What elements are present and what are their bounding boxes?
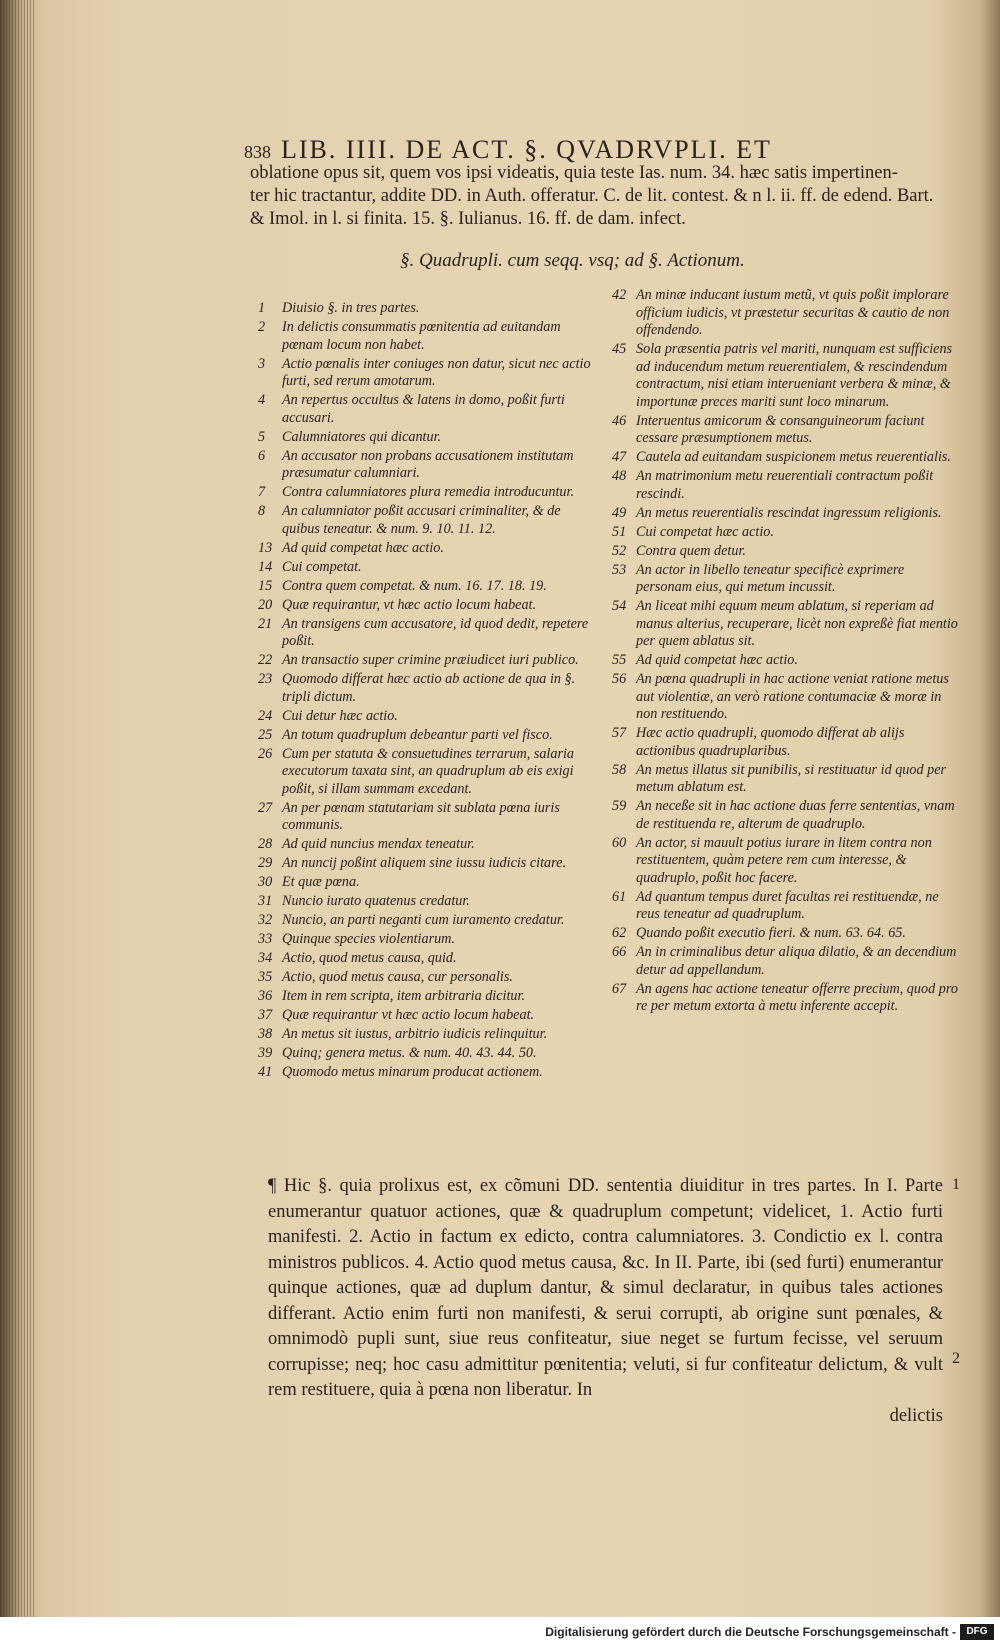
index-entry-number: 34 bbox=[258, 950, 273, 966]
index-entry-number: 52 bbox=[612, 542, 627, 559]
index-entry-text: Ad quantum tempus duret facultas rei restituendæ, ne reus teneatur ad quadruplum. bbox=[636, 888, 939, 922]
index-entry-number: 35 bbox=[258, 969, 273, 985]
index-entry-text: An agens hac actione teneatur offerre precium, quod pro re per metum extorta à metu inferente accepit. bbox=[636, 980, 958, 1014]
index-entry-number: 45 bbox=[612, 341, 627, 357]
index-entry-number: 25 bbox=[258, 726, 273, 743]
index-entry-number: 20 bbox=[258, 596, 273, 613]
index-entry bbox=[258, 874, 598, 892]
index-entry bbox=[258, 319, 598, 354]
index-entry-text: An actor in libello teneatur specificè exprimere personam eius, qui metum incussit. bbox=[636, 561, 905, 595]
index-entry-number: 32 bbox=[258, 912, 273, 928]
running-header bbox=[244, 135, 772, 165]
index-entry bbox=[612, 562, 962, 597]
index-entry-number: 60 bbox=[612, 834, 627, 851]
index-entry bbox=[612, 413, 962, 448]
index-entry-number: 26 bbox=[258, 745, 273, 762]
index-entry-number: 33 bbox=[258, 931, 273, 947]
index-entry-text: Cautela ad euitandam suspicionem metus reuerentialis. bbox=[636, 449, 951, 465]
index-entry-text: Actio, quod metus causa, quid. bbox=[282, 950, 457, 966]
index-entry-text: Quinque species violentiarum. bbox=[282, 931, 455, 947]
index-entry-text: An in criminalibus detur aliqua dilatio, & an decendium detur ad appellandum. bbox=[636, 944, 957, 978]
index-entry-number: 2 bbox=[258, 319, 266, 335]
index-entry bbox=[612, 341, 962, 411]
index-entry-number: 57 bbox=[612, 725, 627, 741]
index-entry-number: 48 bbox=[612, 468, 627, 484]
index-entry-number: 39 bbox=[258, 1045, 273, 1061]
intro-line: ter hic tractantur, addite DD. in Auth. offeratur. C. de lit. contest. & n l. ii. ff. de edend. Bart. bbox=[250, 186, 934, 206]
index-entry-text: Actio, quod metus causa, cur personalis. bbox=[282, 969, 513, 985]
index-entry bbox=[612, 543, 962, 561]
index-entry-number: 14 bbox=[258, 558, 273, 575]
index-entry-text: Et quæ pœna. bbox=[282, 874, 360, 890]
index-entry bbox=[258, 746, 598, 799]
index-entry bbox=[258, 652, 598, 670]
index-entry bbox=[612, 449, 962, 467]
index-entry bbox=[612, 762, 962, 797]
index-entry-text: Quando poßit executio fieri. & num. 63. 64. 65. bbox=[636, 925, 906, 941]
index-entry-text: An transactio super crimine præiudicet iuri publico. bbox=[282, 652, 579, 668]
index-entry-number: 61 bbox=[612, 888, 627, 905]
index-entry-number: 6 bbox=[258, 447, 266, 464]
index-entry-text: An minæ inducant iustum metũ, vt quis poßit implorare officium iudicis, vt præstetur securitas & cautio de non offendendo. bbox=[636, 287, 950, 338]
index-entry-number: 15 bbox=[258, 577, 273, 594]
index-entry-text: Contra quem detur. bbox=[636, 542, 746, 559]
index-entry-number: 5 bbox=[258, 428, 266, 445]
index-entry-text: An liceat mihi equum meum ablatum, si reperiam ad manus alterius, recuperare, licèt non expreßè fiat mentio per quem ablatus sit. bbox=[636, 598, 958, 649]
index-entry-text: An actor, si mauult potius iurare in litem contra non restituentem, quàm petere rem cum interesse, & quadruplo, poßit hoc facere. bbox=[636, 834, 932, 886]
index-entry bbox=[258, 429, 598, 447]
index-entry bbox=[258, 1045, 598, 1063]
index-entry-text: An repertus occultus & latens in domo, poßit furti accusari. bbox=[282, 392, 565, 426]
margin-number: 1 bbox=[952, 1176, 960, 1193]
index-entry bbox=[258, 392, 598, 427]
index-entry-text: An transigens cum accusatore, id quod dedit, repetere poßit. bbox=[282, 615, 589, 649]
index-left-column bbox=[258, 300, 598, 1083]
index-entry bbox=[258, 950, 598, 968]
index-entry-number: 23 bbox=[258, 671, 273, 687]
index-entry-number: 67 bbox=[612, 980, 627, 997]
index-entry bbox=[612, 652, 962, 670]
body-paragraph bbox=[268, 1174, 943, 1429]
index-entry bbox=[258, 912, 598, 930]
index-entry bbox=[612, 889, 962, 924]
index-entry bbox=[258, 448, 598, 483]
index-entry-text: Nuncio iurato quatenus credatur. bbox=[282, 893, 470, 909]
index-entry bbox=[258, 616, 598, 651]
index-entry-text: An calumniator poßit accusari criminaliter, & de quibus teneatur. & num. 9. 10. 11. 12. bbox=[282, 503, 561, 537]
index-entry-text: An totum quadruplum debeantur parti vel fisco. bbox=[282, 726, 553, 743]
intro-text bbox=[250, 162, 950, 231]
index-entry bbox=[258, 893, 598, 911]
index-entry bbox=[612, 981, 962, 1016]
index-entry-number: 7 bbox=[258, 484, 266, 500]
index-entry bbox=[258, 836, 598, 854]
index-entry-text: Cui detur hæc actio. bbox=[282, 707, 398, 724]
intro-line: oblatione opus sit, quem vos ipsi videatis, quia teste Ias. num. 34. hæc satis impertinen- bbox=[250, 163, 898, 183]
footer-strip bbox=[0, 1617, 1000, 1645]
index-entry-text: An metus illatus sit punibilis, si restituatur id quod per metum ablatum est. bbox=[636, 761, 947, 795]
index-entry-number: 24 bbox=[258, 707, 273, 724]
index-entry-number: 54 bbox=[612, 598, 627, 614]
index-entry-text: An nuncij poßint aliquem sine iussu iudicis citare. bbox=[282, 855, 566, 871]
index-entry bbox=[612, 925, 962, 943]
index-entry-text: An metus sit iustus, arbitrio iudicis relinquitur. bbox=[282, 1026, 548, 1042]
index-entry-number: 13 bbox=[258, 539, 273, 556]
index-entry-number: 62 bbox=[612, 925, 627, 941]
index-entry-text: Interuentus amicorum & consanguineorum faciunt cessare præsumptionem metus. bbox=[636, 412, 925, 446]
index-entry-text: An matrimonium metu reuerentiali contractum poßit rescindi. bbox=[636, 468, 934, 502]
index-entry-number: 29 bbox=[258, 855, 273, 871]
index-entry-number: 51 bbox=[612, 523, 627, 540]
running-title: LIB. IIII. DE ACT. §. QVADRVPLI. ET bbox=[281, 135, 772, 164]
catchword: delictis bbox=[889, 1405, 943, 1426]
index-entry-text: Cui competat. bbox=[282, 558, 362, 575]
index-entry-number: 37 bbox=[258, 1007, 273, 1023]
index-entry bbox=[612, 468, 962, 503]
index-entry bbox=[612, 287, 962, 340]
index-entry bbox=[612, 798, 962, 833]
index-entry-text: Cui competat hæc actio. bbox=[636, 523, 774, 540]
index-entry bbox=[258, 988, 598, 1006]
index-entry-text: Quomodo metus minarum producat actionem. bbox=[282, 1064, 543, 1080]
body-paragraph-text: ¶ Hic §. quia prolixus est, ex cõmuni DD. sententia diuiditur in tres partes. In I. Parte enumerantur quatuor actiones, quæ & quadruplum competunt; videlicet, 1. Actio furti manifesti. 2. Actio in factum ex edicto, contra calumniatores. 3. Condictio ex l. contra ministros publicos. 4. Actio quod metus causa, &c. In II. Parte, ibi (sed furti) enumerantur quinque actiones, quæ ad duplum dantur, & simul declaratur, in quibus tales actiones differant. Actio enim furti non manifesti, & serui corrupti, ab origine sunt pœnales, & omnimodò pupli sunt, siue reus confiteatur, siue neget se furtum fecisse, vel seruum corrupisse; neq; hoc casu admittitur pœnitentia; veluti, si fur confiteatur delictum, & vult rem restituere, quia à pœna non liberatur. In bbox=[268, 1176, 943, 1400]
index-entry-text: Sola præsentia patris vel mariti, nunquam est sufficiens ad inducendum metum reuerentialem, & rescindendum contractum, nisi etiam interueniant verbera & minæ, & importunæ preces mariti sunt loco minarum. bbox=[636, 341, 953, 410]
index-entry-text: Actio pœnalis inter coniuges non datur, sicut nec actio furti, sed rerum amotarum. bbox=[282, 355, 591, 389]
index-entry-text: Calumniatores qui dicantur. bbox=[282, 428, 442, 445]
page-number: 838 bbox=[244, 142, 271, 162]
index-entry-number: 66 bbox=[612, 944, 627, 960]
index-entry-text: Nuncio, an parti neganti cum iuramento credatur. bbox=[282, 912, 565, 928]
index-entry bbox=[258, 969, 598, 987]
index-entry-text: Ad quid competat hæc actio. bbox=[282, 539, 444, 556]
index-entry bbox=[258, 540, 598, 558]
funding-note: Digitalisierung gefördert durch die Deutsche Forschungsgemeinschaft - bbox=[545, 1625, 956, 1639]
index-entry-number: 42 bbox=[612, 287, 627, 303]
index-entry-number: 36 bbox=[258, 988, 273, 1004]
index-entry bbox=[258, 800, 598, 835]
index-entry bbox=[258, 855, 598, 873]
index-entry bbox=[258, 484, 598, 502]
margin-number: 2 bbox=[952, 1350, 960, 1367]
index-entry-text: Quæ requirantur vt hæc actio locum habeat. bbox=[282, 1007, 535, 1023]
index-entry-number: 27 bbox=[258, 799, 273, 816]
index-entry bbox=[612, 505, 962, 523]
index-entry-number: 3 bbox=[258, 355, 266, 372]
index-entry-number: 53 bbox=[612, 561, 627, 578]
index-entry-text: An neceße sit in hac actione duas ferre sententias, vnam de restituenda re, alterum de quadruplo. bbox=[636, 798, 955, 832]
index-entry-text: An per pœnam statutariam sit sublata pœna iuris communis. bbox=[282, 799, 560, 833]
index-right-column bbox=[612, 287, 962, 1017]
index-entry-text: Quæ requirantur, vt hæc actio locum habeat. bbox=[282, 596, 537, 613]
index-entry bbox=[258, 1064, 598, 1082]
index-entry-number: 38 bbox=[258, 1026, 273, 1042]
index-entry-number: 22 bbox=[258, 652, 273, 668]
index-entry-number: 31 bbox=[258, 893, 273, 909]
index-entry-text: An metus reuerentialis rescindat ingressum religionis. bbox=[636, 504, 942, 521]
index-entry-text: Contra calumniatores plura remedia introducuntur. bbox=[282, 484, 575, 500]
index-entry-number: 4 bbox=[258, 392, 266, 408]
index-entry bbox=[258, 503, 598, 538]
index-entry-text: Ad quid competat hæc actio. bbox=[636, 652, 798, 668]
index-entry-text: Quinq; genera metus. & num. 40. 43. 44. 50. bbox=[282, 1045, 537, 1061]
index-entry bbox=[612, 598, 962, 651]
index-entry-number: 30 bbox=[258, 874, 273, 890]
index-entry-text: In delictis consummatis pœnitentia ad euitandam pœnam locum non habet. bbox=[282, 319, 561, 353]
index-entry-number: 56 bbox=[612, 671, 627, 687]
index-entry-number: 1 bbox=[258, 300, 266, 316]
page-edge-leaves bbox=[0, 0, 34, 1645]
index-entry bbox=[612, 671, 962, 724]
index-entry-text: An accusator non probans accusationem institutam præsumatur calumniari. bbox=[282, 447, 574, 481]
index-entry bbox=[258, 300, 598, 318]
index-entry bbox=[258, 931, 598, 949]
index-entry-text: Contra quem competat. & num. 16. 17. 18. 19. bbox=[282, 577, 547, 594]
index-entry-text: An pœna quadrupli in hac actione veniat ratione metus aut violentiæ, an verò ratione contumaciæ & moræ in non restituendo. bbox=[636, 671, 949, 722]
index-entry bbox=[258, 578, 598, 596]
index-entry bbox=[258, 1007, 598, 1025]
index-entry-text: Quomodo differat hæc actio ab actione de qua in §. tripli dictum. bbox=[282, 671, 576, 705]
intro-line: & Imol. in l. si finita. 15. §. Iulianus. 16. ff. de dam. infect. bbox=[250, 209, 686, 229]
index-entry-number: 21 bbox=[258, 615, 273, 632]
index-entry-number: 46 bbox=[612, 412, 627, 429]
index-entry-number: 8 bbox=[258, 503, 266, 519]
index-entry bbox=[258, 727, 598, 745]
index-entry bbox=[612, 835, 962, 888]
index-entry bbox=[258, 597, 598, 615]
index-entry bbox=[258, 356, 598, 391]
index-entry-number: 49 bbox=[612, 504, 627, 521]
index-entry-text: Item in rem scripta, item arbitraria dicitur. bbox=[282, 988, 526, 1004]
index-entry-number: 58 bbox=[612, 761, 627, 778]
index-entry-text: Cum per statuta & consuetudines terrarum, salaria executorum taxata sint, an quadruplum ab eis exigi poßit, si illam summam excedant. bbox=[282, 745, 575, 797]
index-entry-number: 28 bbox=[258, 836, 273, 852]
dfg-logo: DFG bbox=[960, 1624, 994, 1640]
index-entry bbox=[612, 524, 962, 542]
index-entry-number: 59 bbox=[612, 798, 627, 814]
index-entry-number: 47 bbox=[612, 449, 627, 465]
index-entry bbox=[612, 944, 962, 979]
index-entry bbox=[258, 559, 598, 577]
index-entry-text: Hæc actio quadrupli, quomodo differat ab alijs actionibus quadruplaribus. bbox=[636, 725, 905, 759]
index-entry bbox=[258, 671, 598, 706]
index-entry-number: 41 bbox=[258, 1064, 273, 1080]
section-title: §. Quadrupli. cum seqq. vsq; ad §. Actionum. bbox=[400, 250, 745, 271]
index-entry-text: Diuisio §. in tres partes. bbox=[282, 300, 420, 316]
index-entry bbox=[258, 708, 598, 726]
index-entry bbox=[612, 725, 962, 760]
index-entry bbox=[258, 1026, 598, 1044]
index-entry-number: 55 bbox=[612, 652, 627, 668]
index-entry-text: Ad quid nuncius mendax teneatur. bbox=[282, 836, 475, 852]
